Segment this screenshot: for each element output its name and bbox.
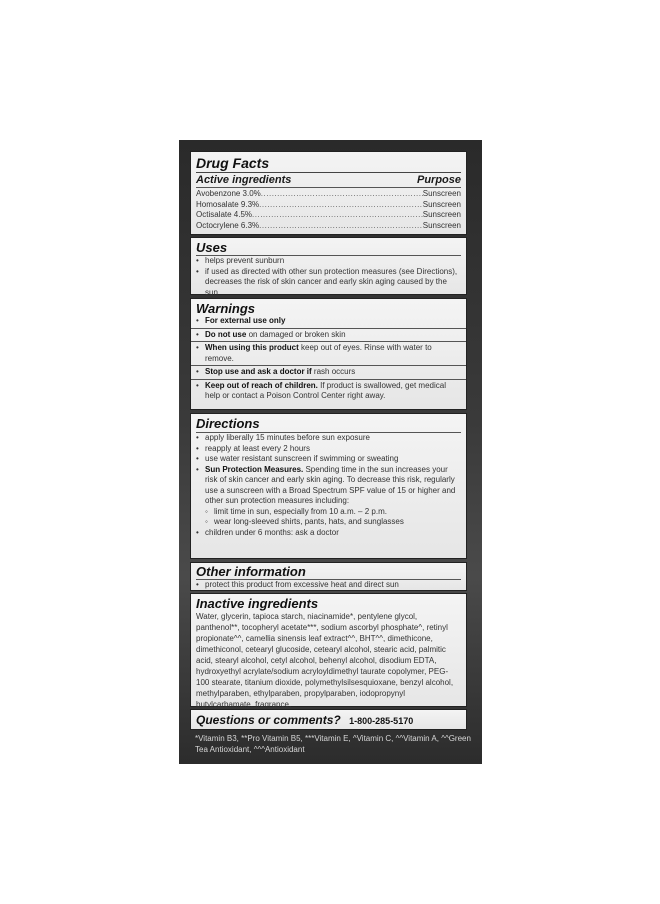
list-item: • children under 6 months: ask a doctor xyxy=(196,527,339,537)
list-item: • Keep out of reach of children. If product is swallowed, get medical help or contact a Poison Control Center right away. xyxy=(196,380,446,400)
active-ingredients-heading: Active ingredients xyxy=(196,174,292,186)
list-item: • helps prevent sunburn xyxy=(196,256,285,265)
list-item: • Sun Protection Measures. Spending time in the sun increases your risk of skin cancer and early skin aging. To decrease this risk, regularly use a sunscreen with a Broad Spectrum SPF value of 15 or higher and other sun protection measures including: xyxy=(196,464,456,505)
uses-box xyxy=(190,237,467,295)
list-item: • use water resistant sunscreen if swimming or sweating xyxy=(196,454,399,463)
directions-title: Directions xyxy=(196,416,461,433)
list-item: • protect this product from excessive heat and direct sun xyxy=(196,580,399,589)
list-item: • reapply at least every 2 hours xyxy=(196,443,310,453)
other-information-box xyxy=(190,562,467,591)
inactive-ingredients-title: Inactive ingredients xyxy=(196,596,319,611)
active-row: Avobenzone 3.0% ..... Sunscreen xyxy=(196,189,461,200)
active-row: Octocrylene 6.3% ..... Sunscreen xyxy=(196,221,461,232)
list-item: • if used as directed with other sun protection measures (see Directions), decreases the risk of skin cancer and early skin aging caused by the sun xyxy=(196,266,458,297)
questions-label: Questions or comments? xyxy=(196,713,341,727)
inactive-ingredients-text: Water, glycerin, tapioca starch, niacinamide*, pentylene glycol, panthenol**, tocopheryl acetate***, sodium ascorbyl phosphate^, retinyl propionate^^, camellia sinensis leaf extract^^, BHT^^, dimethicone, dimethiconol, cetearyl glucoside, cetearyl alcohol, stearic acid, palmitic acid, stearyl alcohol, cetyl alcohol, behenyl alcohol, disodium EDTA, hydroxyethyl acrylate/sodium acryloyldimethyl taurate copolymer, PEG-100 stearate, titanium dioxide, polymethylsilsesquioxane, benzyl alcohol, methylparaben, ethylparaben, propylparaben, iodopropynyl butylcarbamate, fragrance. xyxy=(196,612,454,709)
other-information-title: Other information xyxy=(196,565,461,580)
list-item: ◦ limit time in sun, especially from 10 a.m. – 2 p.m. xyxy=(205,506,387,516)
warnings-box xyxy=(190,298,467,410)
list-item: • apply liberally 15 minutes before sun exposure xyxy=(196,433,370,442)
inactive-ingredients-box xyxy=(190,593,467,707)
uses-title: Uses xyxy=(196,240,461,256)
active-header-row xyxy=(196,173,461,188)
active-row: Homosalate 9.3% ..... Sunscreen xyxy=(196,200,461,211)
drug-facts-title: Drug Facts xyxy=(196,154,461,173)
active-ingredients-box xyxy=(190,151,467,235)
list-item: • When using this product keep out of eyes. Rinse with water to remove. xyxy=(196,343,432,363)
list-item: • For external use only xyxy=(196,316,286,325)
directions-box xyxy=(190,413,467,559)
list-item: • Stop use and ask a doctor if rash occurs xyxy=(196,367,356,376)
purpose-heading: Purpose xyxy=(416,174,461,186)
phone-number: 1-800-285-5170 xyxy=(349,716,414,726)
list-item: ◦ wear long-sleeved shirts, pants, hats, and sunglasses xyxy=(205,517,404,526)
questions-box xyxy=(190,709,467,730)
warnings-title: Warnings xyxy=(196,301,255,316)
footnote: *Vitamin B3, **Pro Vitamin B5, ***Vitamin E, ^Vitamin C, ^^Vitamin A, ^^Green Tea Antioxidant, ^^^Antioxidant xyxy=(195,734,471,754)
list-item: • Do not use on damaged or broken skin xyxy=(196,329,346,339)
active-row: Octisalate 4.5% ..... Sunscreen xyxy=(196,210,461,221)
